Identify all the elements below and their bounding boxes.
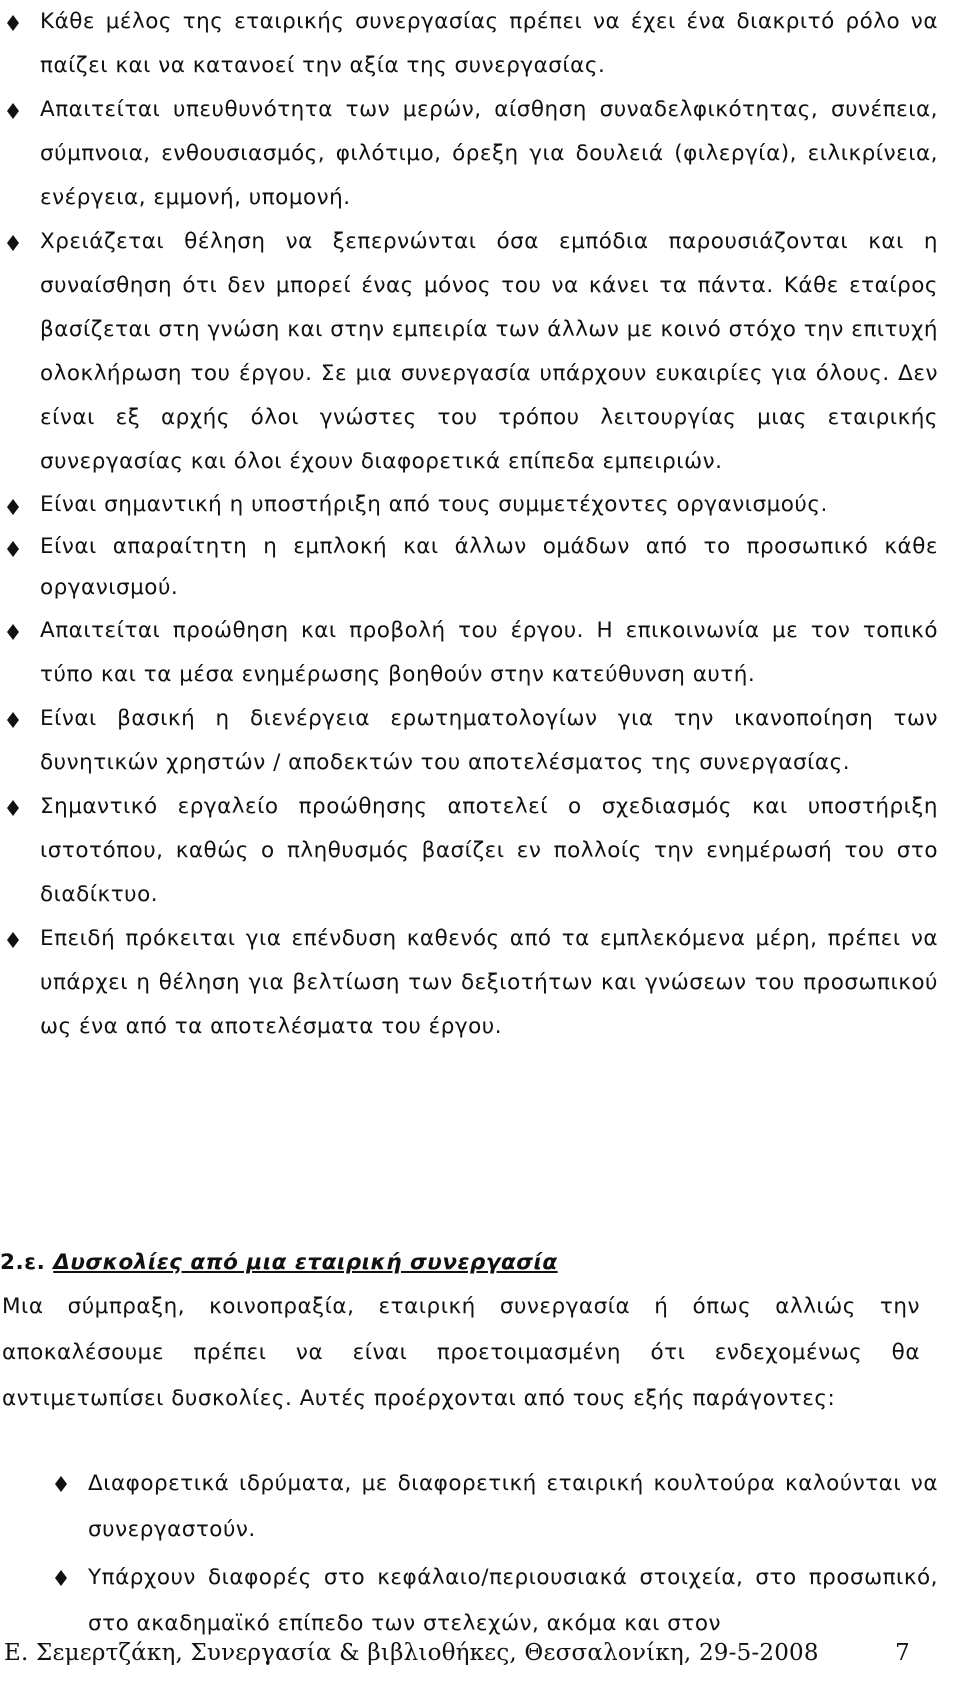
list-item bbox=[0, 917, 960, 1049]
list-item bbox=[0, 697, 960, 785]
section-number: 2.ε. bbox=[0, 1250, 46, 1275]
diamond-bullet-icon bbox=[6, 541, 20, 557]
diamond-bullet-icon bbox=[6, 712, 20, 728]
diamond-bullet-icon bbox=[6, 15, 20, 31]
list-item-text: Κάθε μέλος της εταιρικής συνεργασίας πρέπει να έχει ένα διακριτό ρόλο να παίζει και να κατανοεί την αξία της συνεργασίας. bbox=[40, 9, 938, 78]
page-footer bbox=[4, 1640, 910, 1666]
diamond-bullet-icon bbox=[54, 1476, 68, 1492]
list-item-text: Υπάρχουν διαφορές στο κεφάλαιο/περιουσιακά στοιχεία, στο προσωπικό, στο ακαδημαϊκό επίπεδο των στελεχών, ακόμα και στον bbox=[88, 1565, 938, 1636]
list-item bbox=[0, 1461, 960, 1553]
page-number: 7 bbox=[895, 1640, 910, 1666]
list-item bbox=[0, 484, 960, 526]
footer-citation: Ε. Σεμερτζάκη, Συνεργασία & βιβλιοθήκες, Θεσσαλονίκη, 29-5-2008 bbox=[4, 1640, 819, 1666]
list-item bbox=[0, 785, 960, 917]
list-item bbox=[0, 609, 960, 697]
diamond-bullet-icon bbox=[6, 499, 20, 515]
list-item-text: Χρειάζεται θέληση να ξεπερνώνται όσα εμπόδια παρουσιάζονται και η συναίσθηση ότι δεν μπορεί ένας μόνος του να κάνει τα πάντα. Κάθε εταίρος βασίζεται στη γνώση και στην εμπειρία των άλλων με κοινό στόχο την επιτυχή ολοκλήρωση του έργου. Σε μια συνεργασία υπάρχουν ευκαιρίες για όλους. Δεν είναι εξ αρχής όλοι γνώστες του τρόπου λειτουργίας μιας εταιρικής συνεργασίας και όλοι έχουν διαφορετικά επίπεδα εμπειριών. bbox=[40, 229, 938, 474]
list-item-text: Σημαντικό εργαλείο προώθησης αποτελεί ο σχεδιασμός και υποστήριξη ιστοτόπου, καθώς ο πληθυσμός βασίζει εν πολλοίς την ενημέρωσή του στο διαδίκτυο. bbox=[40, 793, 938, 907]
list-item bbox=[0, 220, 960, 484]
list-item-text: Διαφορετικά ιδρύματα, με διαφορετική εταιρική κουλτούρα καλούνται να συνεργαστούν. bbox=[88, 1471, 938, 1542]
bullet-list-difficulties bbox=[0, 1461, 960, 1647]
section-intro-paragraph: Μια σύμπραξη, κοινοπραξία, εταιρική συνεργασία ή όπως αλλιώς την αποκαλέσουμε πρέπει να είναι προετοιμασμένη ότι ενδεχομένως θα αντιμετωπίσει δυσκολίες. Αυτές προέρχονται από τους εξής παράγοντες: bbox=[2, 1294, 920, 1411]
list-item bbox=[0, 88, 960, 220]
list-item-text: Είναι απαραίτητη η εμπλοκή και άλλων ομάδων από το προσωπικό κάθε οργανισμού. bbox=[40, 533, 938, 600]
diamond-bullet-icon bbox=[6, 800, 20, 816]
list-item bbox=[0, 0, 960, 88]
diamond-bullet-icon bbox=[6, 624, 20, 640]
section-title: Δυσκολίες από μια εταιρική συνεργασία bbox=[53, 1250, 558, 1275]
section-heading bbox=[0, 1250, 940, 1275]
diamond-bullet-icon bbox=[6, 932, 20, 948]
list-item-text: Απαιτείται υπευθυνότητα των μερών, αίσθηση συναδελφικότητας, συνέπεια, σύμπνοια, ενθουσιασμός, φιλότιμο, όρεξη για δουλειά (φιλεργία), ειλικρίνεια, ενέργεια, εμμονή, υπομονή. bbox=[40, 97, 938, 210]
diamond-bullet-icon bbox=[6, 103, 20, 119]
list-item-text: Είναι βασική η διενέργεια ερωτηματολογίων για την ικανοποίηση των δυνητικών χρηστών / αποδεκτών του αποτελέσματος της συνεργασίας. bbox=[40, 705, 938, 775]
list-item bbox=[0, 1555, 960, 1647]
diamond-bullet-icon bbox=[54, 1570, 68, 1586]
list-item-text: Είναι σημαντική η υποστήριξη από τους συμμετέχοντες οργανισμούς. bbox=[40, 492, 828, 517]
list-item bbox=[0, 526, 960, 609]
list-item-text: Απαιτείται προώθηση και προβολή του έργου. Η επικοινωνία με τον τοπικό τύπο και τα μέσα ενημέρωσης βοηθούν στην κατεύθυνση αυτή. bbox=[40, 617, 938, 687]
diamond-bullet-icon bbox=[6, 235, 20, 251]
list-item-text: Επειδή πρόκειται για επένδυση καθενός από τα εμπλεκόμενα μέρη, πρέπει να υπάρχει η θέληση για βελτίωση των δεξιοτήτων και γνώσεων του προσωπικού ως ένα από τα αποτελέσματα του έργου. bbox=[40, 925, 938, 1039]
